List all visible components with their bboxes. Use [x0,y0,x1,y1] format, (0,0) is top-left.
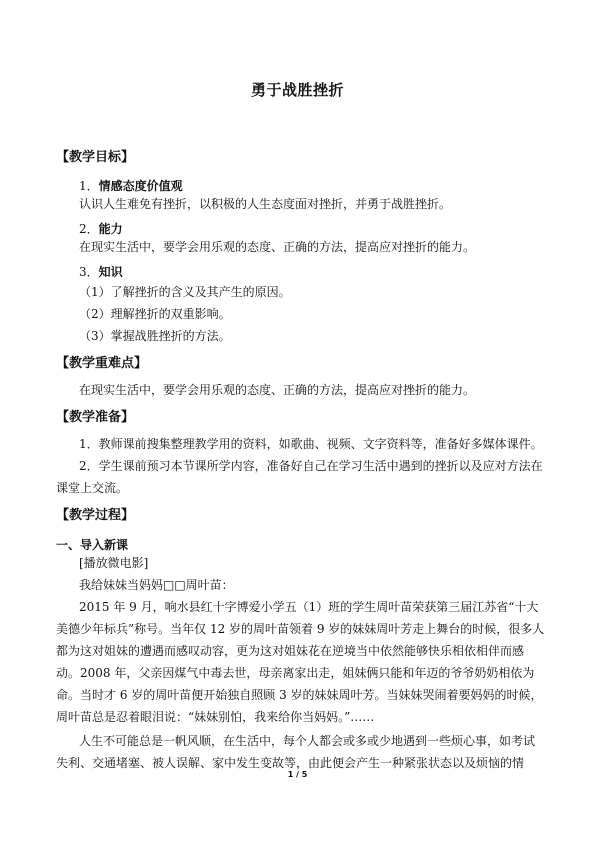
objective-ability [79,220,123,237]
preparation-item-2: 2．学生课前预习本节课所学内容，准备好自己在学习生活中遇到的挫折以及应对方法在 [79,459,543,473]
paragraph-line: 失利、交通堵塞、被人误解、家中发生变故等，由此便会产生一种紧张状态以及烦恼的情 [56,756,525,770]
objective-knowledge-label: 知识 [98,265,123,279]
objective-emotion-text: 认识人生难免有挫折，以积极的人生态度面对挫折，并勇于战胜挫折。 [79,197,452,211]
objectives-heading: 【教学目标】 [56,150,135,165]
objective-knowledge-number: 3． [79,265,99,279]
process-heading: 【教学过程】 [56,508,135,523]
objective-knowledge [79,263,123,280]
preparation-item-1: 1．教师课前搜集整理教学用的资料，如歌曲、视频、文字资料等，准备好多媒体课件。 [79,437,543,451]
video-tag: [播放微电影] [79,556,149,570]
preparation-item-2-continued: 课堂上交流。 [56,481,129,495]
objective-ability-text: 在现实生活中，要学会用乐观的态度、正确的方法，提高应对挫折的能力。 [79,240,476,254]
story-line: 命。当时才 6 岁的周叶苗便开始独自照顾 3 岁的妹妹周叶芳。当妹妹哭闹着要妈妈的时候， [56,688,543,702]
objective-ability-label: 能力 [98,222,123,236]
section-intro-heading: 一、导入新课 [56,538,129,552]
story-line: 都为这对姐妹的遭遇而感叹动容，更为这对姐妹花在逆境当中依然能够快乐相依相伴而感 [56,644,525,658]
preparation-heading: 【教学准备】 [56,410,135,425]
document-title: 勇于战胜挫折 [250,81,344,99]
knowledge-item: （2）理解挫折的双重影响。 [79,307,231,321]
story-line: 2015 年 9 月，响水县红十字博爱小学五（1）班的学生周叶苗荣获第三届江苏省“十大 [79,600,539,614]
video-title: 我给妹妹当妈妈□□周叶苗： [79,578,234,592]
story-line: 周叶苗总是忍着眼泪说：“妹妹别怕，我来给你当妈妈。”…… [56,710,375,724]
story-line: 美德少年标兵”称号。当年仅 12 岁的周叶苗领着 9 岁的妹妹周叶芳走上舞台的时候，很多人 [56,622,545,636]
objective-emotion-label: 情感态度价值观 [98,179,183,193]
objective-emotion [79,177,183,194]
key-points-heading: 【教学重难点】 [56,356,148,371]
story-line: 动。2008 年，父亲因煤气中毒去世，母亲离家出走，姐妹俩只能和年迈的爷爷奶奶相依为 [56,666,535,680]
knowledge-item: （1）了解挫折的含义及其产生的原因。 [79,285,291,299]
paragraph-line: 人生不可能总是一帆风顺，在生活中，每个人都会或多或少地遇到一些烦心事，如考试 [79,734,536,748]
page-number: 1 / 5 [287,770,308,779]
key-points-text: 在现实生活中，要学会用乐观的态度、正确的方法，提高应对挫折的能力。 [79,383,476,397]
knowledge-item: （3）掌握战胜挫折的方法。 [79,329,231,343]
objective-ability-number: 2． [79,222,99,236]
objective-emotion-number: 1． [79,179,99,193]
